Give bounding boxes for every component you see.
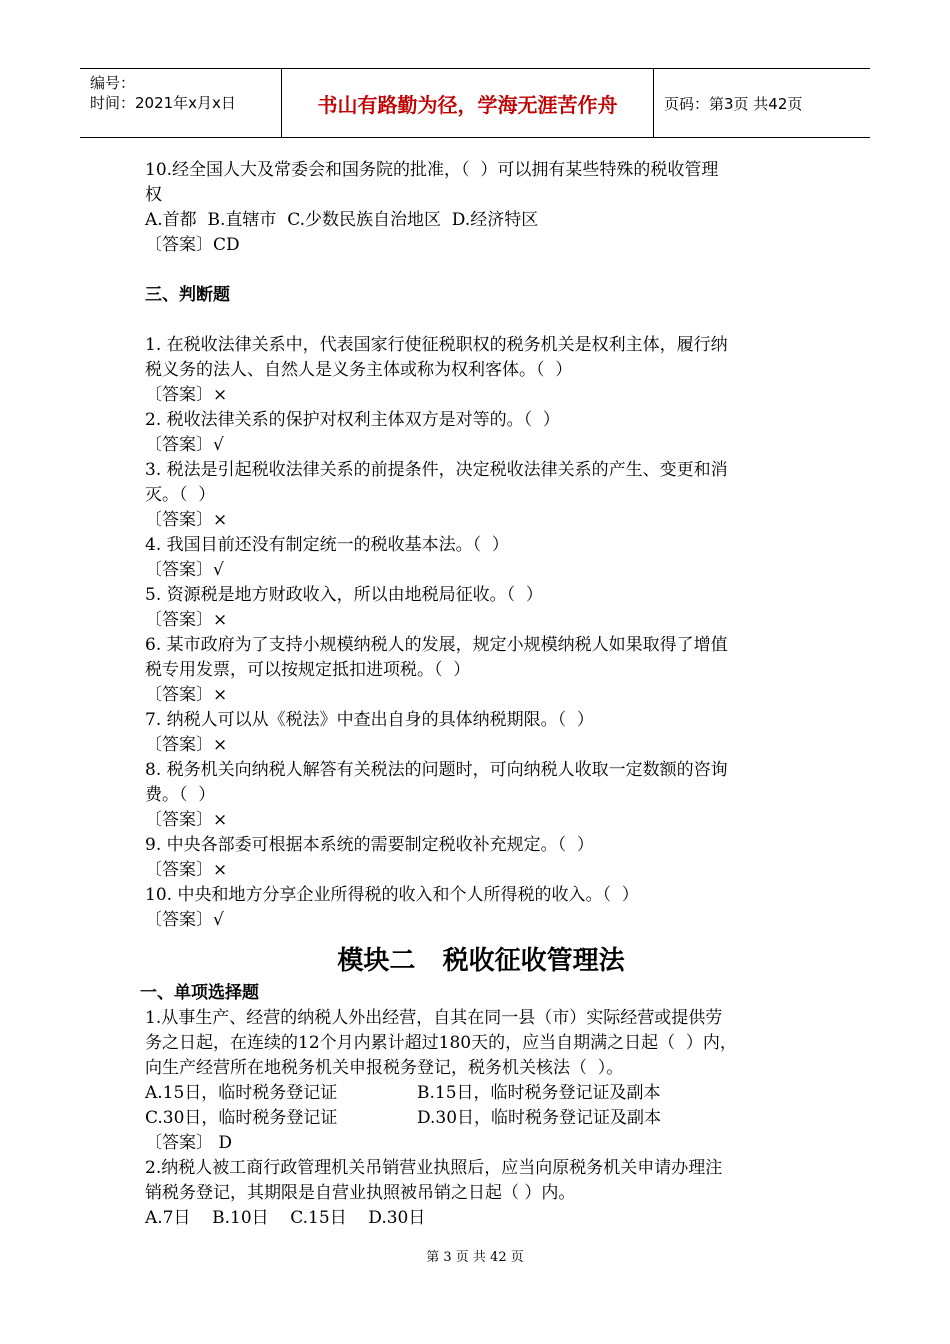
question-line: 9. 中央各部委可根据本系统的需要制定税收补充规定。（ ） bbox=[145, 835, 594, 855]
question-line: 4. 我国目前还没有制定统一的税收基本法。（ ） bbox=[145, 535, 509, 555]
question-line: 10. 中央和地方分享企业所得税的收入和个人所得税的收入。（ ） bbox=[145, 885, 639, 905]
question-line: 1. 在税收法律关系中，代表国家行使征税职权的税务机关是权利主体，履行纳 bbox=[145, 335, 728, 355]
answer-line: 〔答案〕CD bbox=[145, 235, 240, 255]
answer-line: 〔答案〕× bbox=[145, 735, 228, 755]
question-options-row bbox=[145, 1081, 817, 1106]
option-a: A.15日，临时税务登记证 bbox=[145, 1083, 338, 1103]
question-line: 10.经全国人大及常委会和国务院的批准，（ ）可以拥有某些特殊的税收管理 bbox=[145, 160, 719, 180]
question-line: 8. 税务机关向纳税人解答有关税法的问题时，可向纳税人收取一定数额的咨询 bbox=[145, 760, 728, 780]
answer-line: 〔答案〕× bbox=[145, 610, 228, 630]
doc-time-label: 时间：2021年x月x日 bbox=[90, 94, 236, 112]
question-line: 税专用发票，可以按规定抵扣进项税。（ ） bbox=[145, 660, 471, 680]
question-line: 6. 某市政府为了支持小规模纳税人的发展，规定小规模纳税人如果取得了增值 bbox=[145, 635, 728, 655]
question-line: 7. 纳税人可以从《税法》中查出自身的具体纳税期限。（ ） bbox=[145, 710, 594, 730]
answer-line: 〔答案〕× bbox=[145, 810, 228, 830]
section-title: 三、判断题 bbox=[145, 285, 230, 305]
question-line: 权 bbox=[145, 185, 162, 205]
question-line: 2.纳税人被工商行政管理机关吊销营业执照后，应当向原税务机关申请办理注 bbox=[145, 1158, 723, 1178]
answer-line: 〔答案〕× bbox=[145, 860, 228, 880]
doc-code-label: 编号： bbox=[90, 74, 136, 92]
option-c: C.30日，临时税务登记证 bbox=[145, 1108, 338, 1128]
question-options: A.7日 B.10日 C.15日 D.30日 bbox=[145, 1208, 426, 1228]
option-b: B.15日，临时税务登记证及副本 bbox=[417, 1083, 661, 1103]
question-line: 灭。（ ） bbox=[145, 485, 216, 505]
header-page-info: 页码：第3页 共42页 bbox=[664, 94, 803, 113]
question-line: 销税务登记，其期限是自营业执照被吊销之日起（ ）内。 bbox=[145, 1183, 576, 1203]
question-line: 5. 资源税是地方财政收入，所以由地税局征收。（ ） bbox=[145, 585, 543, 605]
answer-line: 〔答案〕√ bbox=[145, 435, 224, 455]
question-line: 3. 税法是引起税收法律关系的前提条件，决定税收法律关系的产生、变更和消 bbox=[145, 460, 728, 480]
answer-line: 〔答案〕√ bbox=[145, 910, 224, 930]
question-line: 向生产经营所在地税务机关申报税务登记，税务机关核法（ ）。 bbox=[145, 1058, 624, 1078]
question-line: 费。（ ） bbox=[145, 785, 216, 805]
option-d: D.30日，临时税务登记证及副本 bbox=[417, 1108, 662, 1128]
question-1 bbox=[145, 1006, 817, 1081]
section-title: 一、单项选择题 bbox=[140, 983, 259, 1003]
question-line: 1.从事生产、经营的纳税人外出经营，自其在同一县（市）实际经营或提供劳 bbox=[145, 1008, 723, 1028]
question-line: 税义务的法人、自然人是义务主体或称为权利客体。（ ） bbox=[145, 360, 573, 380]
page-footer: 第 3 页 共 42 页 bbox=[426, 1250, 524, 1265]
answer-line: 〔答案〕 D bbox=[145, 1133, 233, 1153]
question-2 bbox=[145, 1156, 817, 1206]
document-body bbox=[140, 158, 817, 1231]
answer-line: 〔答案〕√ bbox=[145, 560, 224, 580]
question-line: 2. 税收法律关系的保护对权利主体双方是对等的。（ ） bbox=[145, 410, 560, 430]
answer-line: 〔答案〕× bbox=[145, 385, 228, 405]
module-title: 模块二 税收征收管理法 bbox=[337, 946, 625, 976]
judgement-question-list bbox=[145, 333, 817, 933]
question-options: A.首都 B.直辖市 C.少数民族自治地区 D.经济特区 bbox=[145, 210, 539, 230]
header-meta bbox=[80, 69, 282, 137]
answer-line: 〔答案〕× bbox=[145, 510, 228, 530]
page-header bbox=[80, 68, 870, 138]
question-line: 务之日起，在连续的12个月内累计超过180天的，应当自期满之日起（ ）内， bbox=[145, 1033, 737, 1053]
answer-line: 〔答案〕× bbox=[145, 685, 228, 705]
header-motto: 书山有路勤为径，学海无涯苦作舟 bbox=[282, 69, 654, 137]
question-options-row bbox=[145, 1106, 817, 1131]
